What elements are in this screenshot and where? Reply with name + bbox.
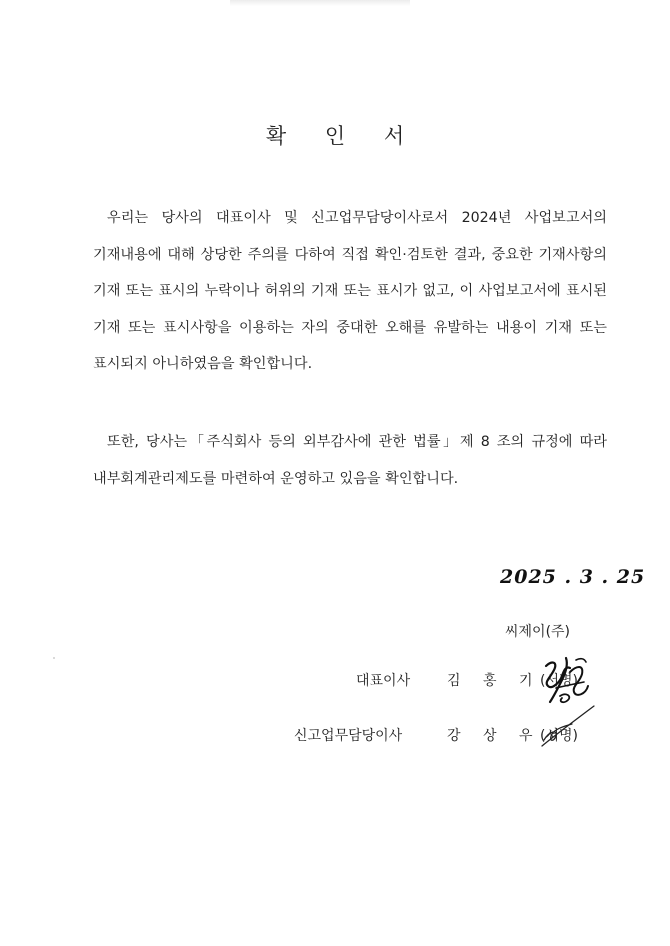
signatory-name-ceo: 김 홍 기 (447, 673, 542, 689)
paragraph-confirmation (93, 200, 607, 383)
scan-shadow (230, 0, 410, 6)
signature-label-ceo: (서명) (540, 673, 578, 689)
signatory-role-disclosure-director: 신고업무담당이사 (294, 728, 403, 744)
signatory-role-ceo: 대표이사 (356, 673, 411, 689)
signatory-name-disclosure-director: 강 상 우 (447, 728, 542, 744)
paragraph-internal-control (93, 424, 607, 497)
signature-label-disclosure-director: (서명) (540, 728, 578, 744)
company-name: 씨제이(주) (505, 624, 571, 640)
paragraph-text: 우리는 당사의 대표이사 및 신고업무담당이사로서 2024년 사업보고서의 기재내용에 대해 상당한 주의를 다하여 직접 확인·검토한 결과, 중요한 기재사항의 기재 또는 표시의 누락이나 허위의 기재 또는 표시가 없고, 이 사업보고서에 표시된 기재 또는 표시사항을 이용하는 자의 중대한 오해를 유발하는 내용이 기재 또는 표시되지 아니하였음을 확인합니다. (93, 210, 607, 372)
scan-speck (53, 657, 55, 659)
handwritten-date: 2025 . 3 . 25 (500, 566, 646, 588)
document-title: 확 인 서 (265, 124, 421, 148)
paragraph-text: 또한, 당사는「주식회사 등의 외부감사에 관한 법률」제 8 조의 규정에 따라 내부회계관리제도를 마련하여 운영하고 있음을 확인합니다. (93, 434, 607, 487)
